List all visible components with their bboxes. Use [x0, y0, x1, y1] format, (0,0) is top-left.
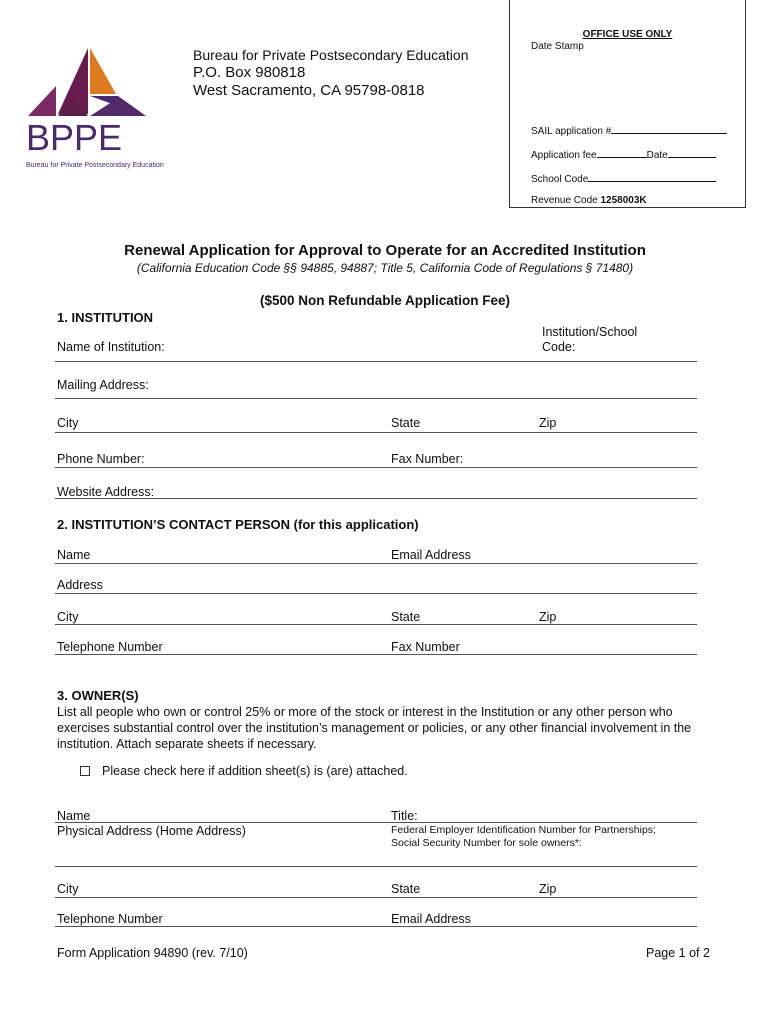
section-institution-heading: 1. INSTITUTION: [57, 310, 154, 325]
contact-state-label: State: [391, 610, 421, 624]
application-fee-note: ($500 Non Refundable Application Fee): [259, 293, 511, 308]
contact-name-label: Name: [57, 548, 91, 562]
additional-sheets-label: Please check here if addition sheet(s) is (are) attached.: [102, 764, 408, 778]
fein-label-line2: Social Security Number for sole owners*:: [391, 837, 582, 849]
owner-fein-label: [391, 824, 656, 850]
city-state-zip: West Sacramento, CA 95798-0818: [193, 82, 425, 99]
contact-city-state-zip-field[interactable]: [55, 624, 697, 625]
owner-email-label: Email Address: [391, 912, 471, 926]
institution-name-field[interactable]: [55, 361, 697, 362]
phone-fax-field[interactable]: [55, 467, 697, 468]
logo-subtext: Bureau for Private Postsecondary Education: [26, 162, 164, 169]
contact-email-label: Email Address: [391, 548, 471, 562]
phone-number-label: Phone Number:: [57, 452, 145, 466]
owner-state-label: State: [391, 882, 421, 896]
mailing-address-label: Mailing Address:: [57, 378, 149, 392]
logo-text: BPPE: [26, 117, 123, 158]
page-number: Page 1 of 2: [646, 946, 710, 960]
contact-name-email-field[interactable]: [55, 563, 697, 564]
institution-city-label: City: [57, 416, 79, 430]
owner-telephone-label: Telephone Number: [57, 912, 163, 926]
contact-telephone-fax-field[interactable]: [55, 654, 697, 655]
contact-fax-label: Fax Number: [391, 640, 460, 654]
revenue-code: [531, 195, 647, 206]
owner-city-label: City: [57, 882, 79, 896]
additional-sheets-checkbox[interactable]: [80, 766, 90, 776]
owner-address-fein-field[interactable]: [55, 866, 697, 867]
school-code-label-line1: Institution/School: [542, 325, 638, 339]
bppe-logo: [26, 46, 164, 170]
fax-number-label: Fax Number:: [391, 452, 464, 466]
owner-zip-label: Zip: [539, 882, 557, 896]
bppe-logo-graphic: [26, 46, 164, 170]
app-fee-label: Application fee: [531, 150, 597, 161]
contact-zip-label: Zip: [539, 610, 557, 624]
institution-zip-label: Zip: [539, 416, 557, 430]
contact-city-label: City: [57, 610, 79, 624]
fein-label-line1: Federal Employer Identification Number for Partnerships;: [391, 824, 656, 836]
date-label: Date: [646, 150, 668, 161]
form-id-footer: Form Application 94890 (rev. 7/10): [57, 946, 248, 960]
revenue-code-label: Revenue Code: [531, 195, 601, 206]
website-address-field[interactable]: [55, 498, 697, 499]
office-use-title: OFFICE USE ONLY: [582, 29, 673, 40]
owner-physical-address-label: Physical Address (Home Address): [57, 824, 246, 838]
school-code-label: School Code: [531, 174, 589, 185]
institution-school-code-label: [542, 325, 637, 355]
date-stamp-label: Date Stamp: [531, 41, 584, 52]
owner-name-title-field[interactable]: [55, 822, 697, 823]
section-contact-heading: 2. INSTITUTION’S CONTACT PERSON (for this application): [57, 517, 419, 532]
contact-telephone-label: Telephone Number: [57, 640, 163, 654]
owner-title-label: Title:: [391, 809, 418, 823]
po-box: P.O. Box 980818: [193, 64, 306, 81]
sail-label: SAIL application #: [531, 126, 612, 137]
revenue-code-value: 1258003K: [600, 195, 647, 206]
mailing-address-field[interactable]: [55, 398, 697, 399]
school-code-label-line2: Code:: [542, 340, 576, 354]
institution-state-label: State: [391, 416, 421, 430]
institution-name-label: Name of Institution:: [57, 340, 165, 354]
owner-name-label: Name: [57, 809, 91, 823]
form-subtitle: (California Education Code §§ 94885, 94887; Title 5, California Code of Regulations § 71480): [136, 261, 634, 275]
contact-address-label: Address: [57, 578, 103, 592]
application-fee-field[interactable]: [531, 148, 716, 161]
owner-city-state-zip-field[interactable]: [55, 897, 697, 898]
office-use-box: [509, 0, 746, 208]
form-title: Renewal Application for Approval to Operate for an Accredited Institution: [124, 242, 646, 259]
owners-instructions: List all people who own or control 25% or more of the stock or interest in the Institution or any other person who exercises substantial control over the institution’s management or policies, or any other financial involvement in the institution. Attach separate sheets if necessary.: [57, 705, 692, 751]
section-owners-heading: 3. OWNER(S): [57, 688, 139, 703]
org-name: Bureau for Private Postsecondary Education: [193, 47, 469, 63]
website-address-label: Website Address:: [57, 485, 155, 499]
school-code-field[interactable]: [531, 172, 716, 185]
sail-application-field[interactable]: [531, 124, 727, 137]
bureau-address: [193, 47, 469, 100]
owner-telephone-email-field[interactable]: [55, 926, 697, 927]
institution-city-state-zip-field[interactable]: [55, 432, 697, 433]
contact-address-field[interactable]: [55, 593, 697, 594]
